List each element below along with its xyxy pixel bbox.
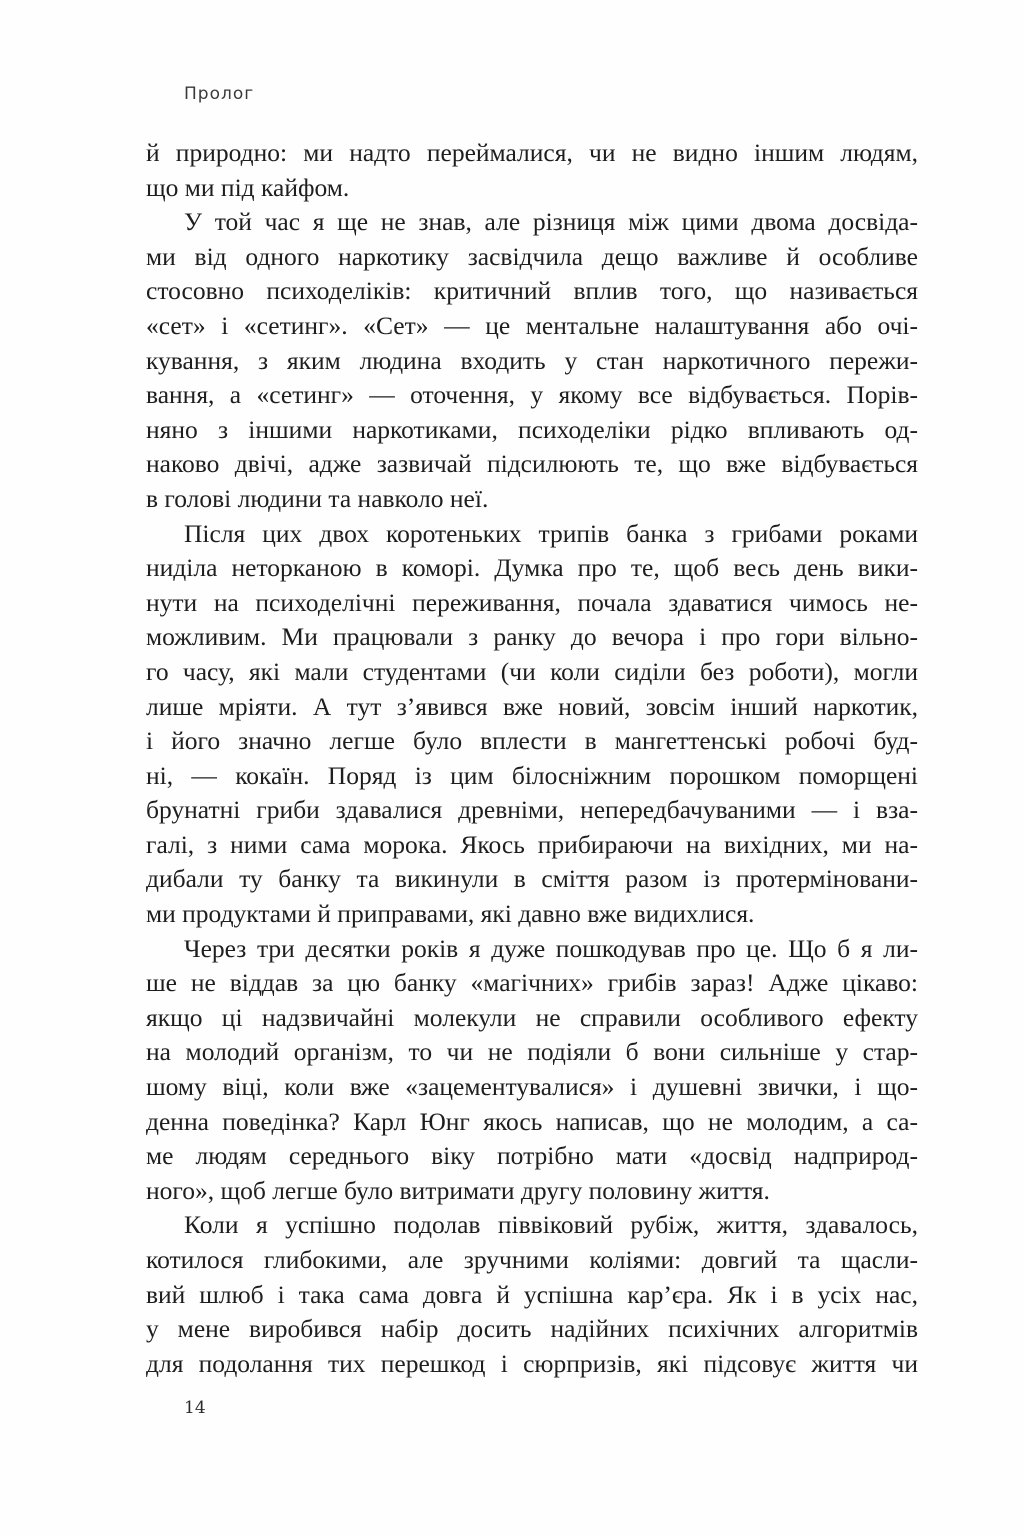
text-line: ше не віддав за цю банку «магічних» грибів зараз! Адже цікаво: bbox=[146, 968, 918, 998]
text-line: Коли я успішно подолав піввіковий рубіж, життя, здавалось, bbox=[184, 1210, 918, 1240]
text-line: можливим. Ми працювали з ранку до вечора і про гори вільно- bbox=[146, 622, 918, 652]
text-line: нути на психоделічні переживання, почала здаватися чимось не- bbox=[146, 587, 918, 617]
paragraph bbox=[146, 136, 918, 205]
text-line: ми продуктами й приправами, які давно вже видихлися. bbox=[146, 899, 755, 929]
text-line: і його значно легше було вплести в мангеттенські робочі буд- bbox=[146, 726, 918, 756]
text-line: шому віці, коли вже «зацементувалися» і душевні звички, і що- bbox=[146, 1072, 918, 1102]
text-line: брунатні гриби здавалися древніми, непередбачуваними — і вза- bbox=[146, 795, 918, 825]
text-line: котилося глибокими, але зручними коліями: довгий та щасли- bbox=[146, 1245, 918, 1274]
text-line: в голові людини та навколо неї. bbox=[146, 483, 489, 513]
text-line: для подолання тих перешкод і сюрпризів, які підсовує життя чи bbox=[146, 1348, 918, 1378]
text-line: кування, з яким людина входить у стан наркотичного пережи- bbox=[146, 345, 918, 375]
text-line: наково двічі, адже зазвичай підсилюють те, що вже відбувається bbox=[146, 449, 918, 479]
paragraph bbox=[146, 932, 918, 1209]
text-line: денна поведінка? Карл Юнг якось написав, що не молодим, а са- bbox=[146, 1106, 918, 1136]
text-line: го часу, які мали студентами (чи коли сиділи без роботи), могли bbox=[146, 656, 918, 686]
text-line: лише мріяти. А тут з’явився вже новий, зовсім інший наркотик, bbox=[146, 691, 918, 721]
text-line: й природно: ми надто переймалися, чи не видно іншим людям, bbox=[146, 138, 918, 167]
text-line: що ми під кайфом. bbox=[146, 172, 350, 202]
text-line: у мене виробився набір досить надійних психічних алгоритмів bbox=[146, 1314, 918, 1344]
text-line: У той час я ще не знав, але різниця між цими двома досвіда- bbox=[184, 207, 918, 237]
text-line: ме людям середнього віку потрібно мати «досвід надприрод- bbox=[146, 1141, 918, 1171]
body-text bbox=[146, 136, 918, 1381]
paragraph bbox=[146, 205, 918, 516]
text-line: якщо ці надзвичайні молекули не справили особливого ефекту bbox=[146, 1002, 918, 1032]
text-line: «сет» і «сетинг». «Сет» — це ментальне налаштування або очі- bbox=[146, 310, 918, 340]
page-number: 14 bbox=[184, 1398, 206, 1418]
text-line: Через три десятки років я дуже пошкодував про це. Що б я ли- bbox=[184, 933, 918, 963]
text-line: Після цих двох коротеньких трипів банка з грибами роками bbox=[184, 518, 918, 548]
text-line: вання, а «сетинг» — оточення, у якому все відбувається. Порів- bbox=[146, 380, 918, 410]
text-line: вий шлюб і така сама довга й успішна кар’єра. Як і в усіх нас, bbox=[146, 1279, 918, 1309]
text-line: стосовно психоделіків: критичний вплив того, що називається bbox=[146, 276, 918, 306]
text-line: галі, з ними сама морока. Якось прибираючи на вихідних, ми на- bbox=[146, 829, 918, 859]
text-line: на молодий організм, то чи не подіяли б вони сильніше у стар- bbox=[146, 1037, 918, 1067]
text-line: ми від одного наркотику засвідчила дещо важливе й особливе bbox=[146, 241, 918, 271]
text-line: дибали ту банку та викинули в сміття разом із протерміновани- bbox=[146, 864, 918, 894]
paragraph bbox=[146, 517, 918, 932]
text-line: ні, — кокаїн. Поряд із цим білосніжним порошком поморщені bbox=[146, 760, 918, 790]
running-head: Пролог bbox=[184, 84, 255, 104]
paragraph bbox=[146, 1208, 918, 1381]
text-line: няно з іншими наркотиками, психоделіки рідко впливають од- bbox=[146, 414, 918, 444]
text-line: ного», щоб легше було витримати другу половину життя. bbox=[146, 1175, 770, 1205]
text-line: ниділа неторканою в коморі. Думка про те, щоб весь день вики- bbox=[146, 553, 918, 583]
